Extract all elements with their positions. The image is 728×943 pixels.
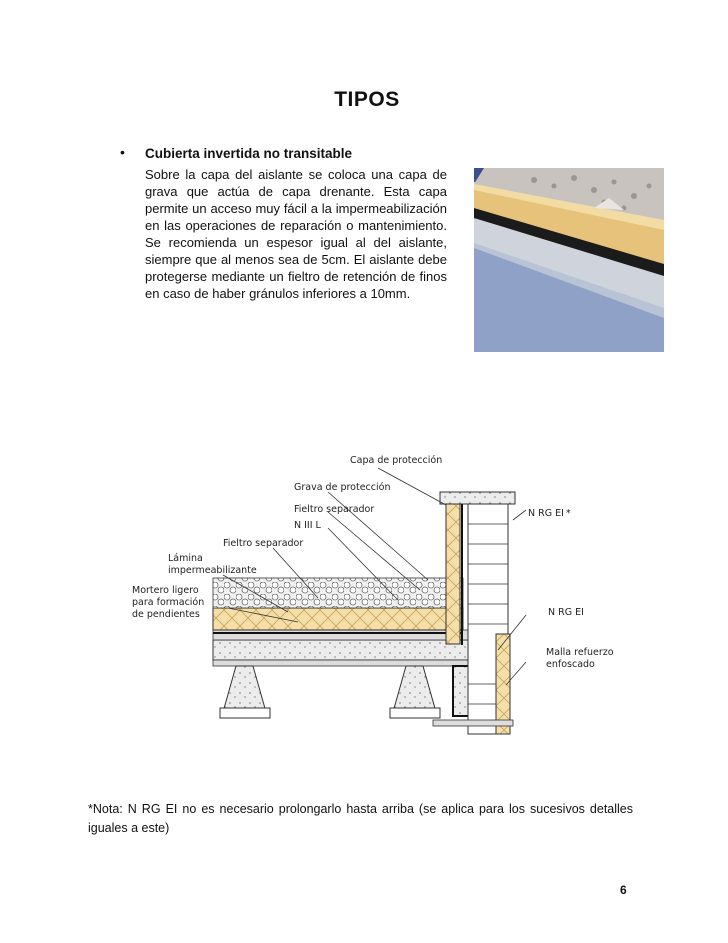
label-malla-2: enfoscado (546, 659, 595, 670)
label-grava-proteccion: Grava de protección (294, 482, 391, 493)
label-fieltro-separador-top: Fieltro separador (294, 504, 375, 515)
label-lamina-1: Lámina (168, 553, 203, 564)
page-title: TIPOS (334, 88, 400, 111)
section-heading: Cubierta invertida no transitable (145, 146, 353, 161)
label-malla-1: Malla refuerzo (546, 647, 614, 658)
page-number: 6 (620, 883, 627, 897)
label-n-rg-ei: N RG EI (548, 607, 584, 618)
label-capa-proteccion: Capa de protección (350, 455, 443, 466)
label-mortero-1: Mortero ligero (132, 585, 199, 596)
label-n-rg-ei-star: N RG EI * (528, 508, 571, 519)
label-mortero-2: para formación (132, 597, 205, 608)
bullet-icon: • (120, 144, 125, 160)
label-lamina-2: impermeabilizante (168, 565, 257, 576)
roof-layers-illustration (474, 168, 664, 352)
footnote: *Nota: N RG EI no es necesario prolongarlo hasta arriba (se aplica para los sucesivos detalles iguales a este) (88, 802, 633, 835)
inverted-roof-detail-diagram (128, 450, 648, 765)
label-n-iii-l: N III L (294, 520, 321, 531)
section-body-text: Sobre la capa del aislante se coloca una capa de grava que actúa de capa drenante. Esta capa permite un acceso muy fácil a la impermeabilización en las operaciones de reparación o mantenimiento. Se recomienda un espesor igual al del aislante, siempre que al menos sea de 5cm. El aislante debe protegerse mediante un fieltro de retención de finos en caso de haber gránulos inferiores a 10mm. (145, 167, 447, 301)
label-fieltro-separador-left: Fieltro separador (223, 538, 304, 549)
label-mortero-3: de pendientes (132, 609, 200, 620)
